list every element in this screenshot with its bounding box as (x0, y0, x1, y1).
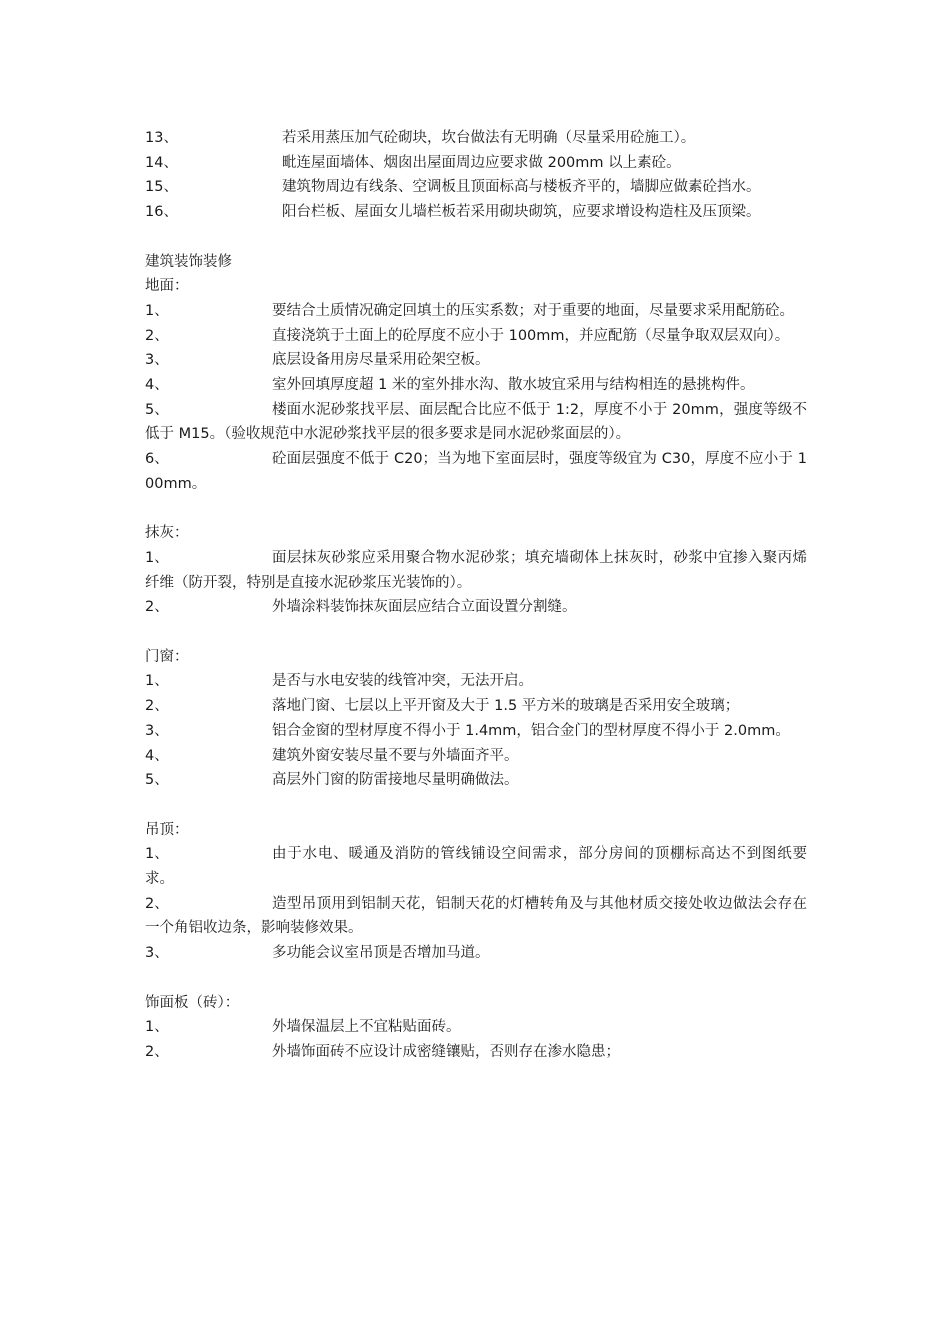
item-number: 13、 (145, 130, 178, 146)
list-item (145, 373, 807, 398)
item-text: 毗连屋面墙体、烟囱出屋面周边应要求做 200mm 以上素砼。 (282, 154, 681, 171)
item-text: 底层设备用房尽量采用砼架空板。 (272, 352, 490, 369)
item-text: 铝合金窗的型材厚度不得小于 1.4mm，铝合金门的型材厚度不得小于 2.0mm。 (272, 722, 790, 739)
list-item (145, 348, 807, 373)
item-number: 2、 (145, 698, 169, 715)
list-item (145, 299, 807, 324)
list-item (145, 324, 807, 349)
item-text: 由于水电、暖通及消防的管线铺设空间需求，部分房间的顶棚标高达不到图纸要求。 (145, 846, 807, 888)
doors-heading: 门窗： (145, 648, 189, 665)
item-text: 直接浇筑于土面上的砼厚度不应小于 100mm，并应配筋（尽量争取双层双向）。 (272, 327, 790, 344)
list-item (145, 398, 807, 447)
item-text: 砼面层强度不低于 C20；当为地下室面层时，强度等级宜为 C30，厚度不应小于 100mm。 (145, 451, 807, 492)
item-text: 外墙保温层上不宜粘贴面砖。 (272, 1019, 461, 1036)
plaster-heading: 抹灰： (145, 525, 189, 542)
item-text: 高层外门窗的防雷接地尽量明确做法。 (272, 772, 519, 789)
item-text: 是否与水电安装的线管冲突，无法开启。 (272, 673, 533, 690)
tiles-heading: 饰面板（砖）： (145, 994, 240, 1011)
list-item (145, 546, 807, 595)
list-item (145, 447, 807, 496)
spacer (145, 225, 807, 250)
list-item (145, 126, 807, 151)
list-item (145, 719, 807, 744)
list-item (145, 175, 807, 200)
item-number: 2、 (145, 599, 169, 616)
list-item (145, 941, 807, 966)
ground-heading: 地面： (145, 278, 189, 295)
item-number: 1、 (145, 673, 169, 690)
item-text: 面层抹灰砂浆应采用聚合物水泥砂浆；填充墙砌体上抹灰时，砂浆中宜掺入聚丙烯纤维（防开裂，特别是直接水泥砂浆压光装饰的）。 (145, 549, 807, 591)
list-item (145, 669, 807, 694)
item-number: 1、 (145, 1019, 169, 1036)
doors-item-list (145, 669, 807, 793)
item-number: 2、 (145, 327, 169, 344)
item-number: 1、 (145, 549, 169, 566)
plaster-item-list (145, 546, 807, 620)
item-text: 楼面水泥砂浆找平层、面层配合比应不低于 1:2，厚度不小于 20mm，强度等级不低于 M15。（验收规范中水泥砂浆找平层的很多要求是同水泥砂浆面层的）。 (145, 401, 807, 443)
item-text: 若采用蒸压加气砼砌块，坎台做法有无明确（尽量采用砼施工）。 (282, 130, 696, 146)
item-text: 落地门窗、七层以上平开窗及大于 1.5 平方米的玻璃是否采用安全玻璃； (272, 698, 740, 715)
item-number: 3、 (145, 722, 169, 739)
item-number: 14、 (145, 154, 178, 171)
document-body (145, 126, 807, 1065)
list-item (145, 595, 807, 620)
item-number: 1、 (145, 302, 169, 319)
list-item (145, 768, 807, 793)
item-number: 15、 (145, 179, 178, 196)
list-item (145, 1040, 807, 1065)
item-number: 2、 (145, 895, 169, 912)
item-text: 建筑外窗安装尽量不要与外墙面齐平。 (272, 747, 519, 764)
item-number: 3、 (145, 352, 169, 369)
item-number: 4、 (145, 747, 169, 764)
ceiling-item-list (145, 842, 807, 966)
spacer (145, 620, 807, 645)
list-item (145, 744, 807, 769)
list-item (145, 842, 807, 891)
item-text: 阳台栏板、屋面女儿墙栏板若采用砌块砌筑，应要求增设构造柱及压顶梁。 (282, 204, 761, 221)
spacer (145, 966, 807, 991)
item-text: 建筑物周边有线条、空调板且顶面标高与楼板齐平的，墙脚应做素砼挡水。 (282, 179, 761, 196)
item-text: 多功能会议室吊顶是否增加马道。 (272, 945, 490, 962)
tiles-item-list (145, 1015, 807, 1064)
item-text: 造型吊顶用到铝制天花，铝制天花的灯槽转角及与其他材质交接处收边做法会存在一个角铝收边条，影响装修效果。 (145, 895, 807, 937)
list-item (145, 694, 807, 719)
item-number: 16、 (145, 204, 178, 221)
item-number: 6、 (145, 451, 169, 468)
ceiling-heading: 吊顶： (145, 821, 189, 838)
item-number: 1、 (145, 846, 169, 863)
list-item (145, 151, 807, 176)
item-text: 外墙饰面砖不应设计成密缝镶贴，否则存在渗水隐患； (272, 1043, 620, 1060)
list-item (145, 200, 807, 225)
ground-item-list (145, 299, 807, 497)
spacer (145, 793, 807, 818)
item-number: 2、 (145, 1043, 169, 1060)
item-number: 4、 (145, 377, 169, 394)
list-item (145, 892, 807, 941)
item-number: 5、 (145, 401, 169, 418)
item-text: 室外回填厚度超 1 米的室外排水沟、散水坡宜采用与结构相连的悬挑构件。 (272, 377, 755, 394)
top-item-list (145, 126, 807, 225)
section-title: 建筑装饰装修 (145, 253, 232, 270)
item-text: 外墙涂料装饰抹灰面层应结合立面设置分割缝。 (272, 599, 577, 616)
list-item (145, 1015, 807, 1040)
item-number: 5、 (145, 772, 169, 789)
spacer (145, 497, 807, 522)
item-number: 3、 (145, 945, 169, 962)
item-text: 要结合土质情况确定回填土的压实系数；对于重要的地面，尽量要求采用配筋砼。 (272, 302, 794, 319)
